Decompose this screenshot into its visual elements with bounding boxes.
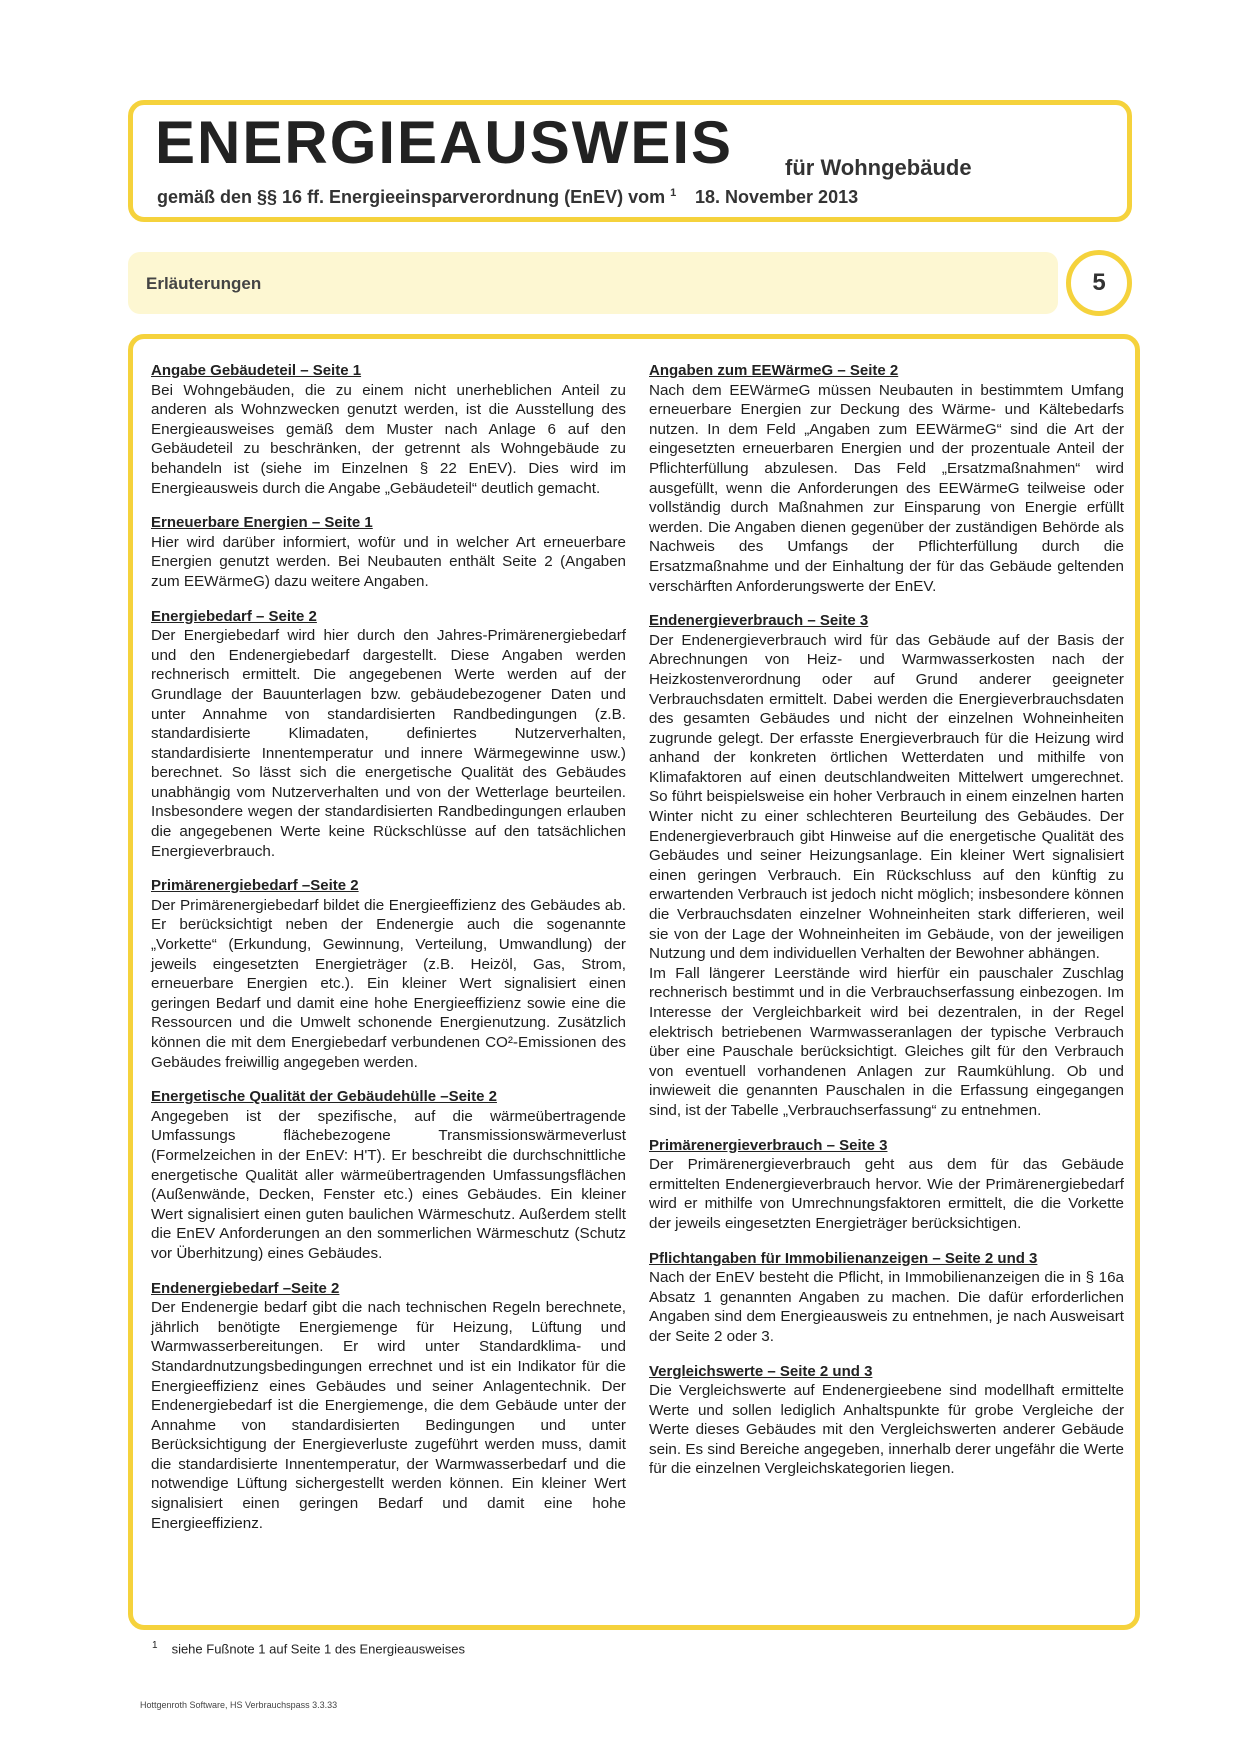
explanation-item bbox=[151, 513, 626, 591]
item-text: Hier wird darüber informiert, wofür und in welcher Art erneuerbare Energien genutzt werden. Bei Neubauten enthält Seite 2 (Angaben zum EEWärmeG) dazu weitere Angaben. bbox=[151, 533, 626, 590]
item-heading: Energetische Qualität der Gebäudehülle –Seite 2 bbox=[151, 1088, 497, 1106]
regulation-line bbox=[157, 187, 676, 208]
page-number-badge: 5 bbox=[1066, 250, 1132, 316]
item-heading: Endenergiebedarf –Seite 2 bbox=[151, 1279, 340, 1297]
section-band bbox=[128, 252, 1058, 314]
item-heading: Angaben zum EEWärmeG – Seite 2 bbox=[649, 362, 899, 379]
explanation-item bbox=[151, 876, 626, 1072]
item-text: Bei Wohngebäuden, die zu einem nicht unerheblichen Anteil zu anderen als Wohnzwecken genutzt werden, ist die Ausstellung des Energieausweises gemäß dem Muster nach Anlage 6 auf den Gebäudeteil zu beschränken, der getrennt als Wohngebäude zu behandeln ist (siehe im Einzelnen § 22 EnEV). Dies wird im Energieausweis durch die Angabe „Gebäudeteil“ deutlich gemacht. bbox=[151, 381, 626, 497]
explanation-item bbox=[151, 1087, 626, 1263]
left-column bbox=[151, 361, 626, 1548]
item-heading: Erneuerbare Energien – Seite 1 bbox=[151, 514, 373, 532]
footnote-text: siehe Fußnote 1 auf Seite 1 des Energieausweises bbox=[171, 1641, 465, 1657]
item-text: Der Energiebedarf wird hier durch den Jahres-Primärenergiebedarf und den Endenergiebedarf dargestellt. Diese Angaben werden rechnerisch ermittelt. Die angegebenen Werte werden auf der Grundlage der Bauunterlagen bzw. gebäudebezogener Daten und unter Annahme von standardisierten Randbedingungen (z.B. standardisierte Klimadaten, definiertes Nutzerverhalten, standardisierte Innentemperatur und innere Wärmegewinne usw.) berechnet. So lässt sich die energetische Qualität des Gebäudes unabhängig vom Nutzerverhalten und von der Wetterlage beurteilen. Insbesondere wegen der standardisierten Randbedingungen erlauben die angegebenen Werte keine Rückschlüsse auf den tatsächlichen Energieverbrauch. bbox=[151, 627, 626, 860]
footnote-mark: 1 bbox=[152, 1640, 158, 1651]
item-text-continued: Im Fall längerer Leerstände wird hierfür ein pauschaler Zuschlag rechnerisch bestimmt und in die Verbrauchserfassung einbezogen. Im Interesse der Vergleichbarkeit wird bei dezentralen, in der Regel elektrisch betriebenen Warmwasseranlagen der typische Verbrauch über eine Pauschale berücksichtigt. Gleiches gilt für den Verbrauch von eventuell vorhandenen Anlagen zur Raumkühlung. Ob und inwieweit die genannten Pauschalen in die Erfassung eingegangen sind, ist der Tabelle „Verbrauchserfassung“ zu entnehmen. bbox=[649, 964, 1124, 1119]
content-box bbox=[128, 334, 1140, 1630]
item-heading: Angabe Gebäudeteil – Seite 1 bbox=[151, 362, 362, 379]
item-heading: Vergleichswerte – Seite 2 und 3 bbox=[649, 1362, 873, 1380]
explanation-item bbox=[649, 361, 1124, 596]
explanation-item bbox=[649, 1362, 1124, 1480]
item-heading: Endenergieverbrauch – Seite 3 bbox=[649, 612, 869, 630]
item-heading: Energiebedarf – Seite 2 bbox=[151, 607, 317, 625]
item-heading: Primärenergieverbrauch – Seite 3 bbox=[649, 1136, 888, 1154]
header-box bbox=[128, 100, 1132, 222]
regulation-date: 18. November 2013 bbox=[695, 187, 859, 207]
software-note: Hottgenroth Software, HS Verbrauchspass 3.3.33 bbox=[140, 1700, 338, 1710]
footnote-mark: 1 bbox=[670, 187, 677, 199]
building-type: für Wohngebäude bbox=[785, 155, 972, 180]
item-text: Der Primärenergieverbrauch geht aus dem für das Gebäude ermittelten Endenergieverbrauch hervor. Wie der Primärenergiebedarf wird er mithilfe von Umrechnungsfaktoren ermittelt, die die Vorkette der jeweils eingesetzten Energieträger berücksichtigen. bbox=[649, 1156, 1124, 1232]
item-text: Nach dem EEWärmeG müssen Neubauten in bestimmtem Umfang erneuerbare Energien zur Deckung des Wärme- und Kältebedarfs nutzen. In dem Feld „Angaben zum EEWärmeG“ sind die Art der eingesetzten erneuerbaren Energien und der prozentuale Anteil der Pflichterfüllung abzulesen. Das Feld „Ersatzmaßnahmen“ wird ausgefüllt, wenn die Anforderungen des EEWärmeG teilweise oder vollständig durch Maßnahmen zur Einsparung von Energie erfüllt werden. Die Angaben dienen gegenüber der zuständigen Behörde als Nachweis des Umfangs der Pflichterfüllung durch die Ersatzmaßnahme und der Einhaltung der für das Gebäude geltenden verschärften Anforderungswerte der EnEV. bbox=[649, 381, 1124, 595]
explanation-item bbox=[649, 611, 1124, 1120]
item-text: Angegeben ist der spezifische, auf die wärmeübertragende Umfassungs flächebezogene Transmissionswärmeverlust (Formelzeichen in der EnEV: H'T). Er beschreibt die durchschnittliche energetische Qualität aller wärmeübertragenden Umfassungsflächen (Außenwände, Decken, Fenster etc.) eines Gebäudes. Ein kleiner Wert signalisiert einen guten baulichen Wärmeschutz. Außerdem stellt die EnEV Anforderungen an den sommerlichen Wärmeschutz (Schutz vor Überhitzung) eines Gebäudes. bbox=[151, 1107, 626, 1262]
explanation-item bbox=[649, 1136, 1124, 1234]
right-column bbox=[649, 361, 1124, 1494]
item-text: Die Vergleichswerte auf Endenergieebene sind modellhaft ermittelte Werte und sollen lediglich Anhaltspunkte für grobe Vergleiche der Werte dieses Gebäudes mit den Vergleichswerten anderer Gebäude sein. Es sind Bereiche angegeben, innerhalb derer ungefähr die Werte für die einzelnen Vergleichskategorien liegen. bbox=[649, 1382, 1124, 1478]
section-title: Erläuterungen bbox=[146, 274, 262, 293]
regulation-text: gemäß den §§ 16 ff. Energieeinsparverordnung (EnEV) vom bbox=[157, 187, 666, 207]
item-text: Der Endenergieverbrauch wird für das Gebäude auf der Basis der Abrechnungen von Heiz- und Warmwasserkosten nach der Heizkostenverordnung oder auf Grund anderer geeigneter Verbrauchsdaten ermittelt. Dabei werden die Energieverbrauchsdaten des gesamten Gebäudes und nicht der einzelnen Wohneinheiten zugrunde gelegt. Der erfasste Energieverbrauch für die Heizung wird anhand der konkreten örtlichen Wetterdaten und mithilfe von Klimafaktoren auf einen deutschlandweiten Mittelwert umgerechnet. So führt beispielsweise ein hoher Verbrauch in einem einzelnen harten Winter nicht zu einer schlechteren Beurteilung des Gebäudes. Der Endenergieverbrauch gibt Hinweise auf die energetische Qualität des Gebäudes und seiner Heizungsanlage. Ein kleiner Wert signalisiert einen geringen Verbrauch. Ein Rückschluss auf den künftig zu erwartenden Verbrauch ist jedoch nicht möglich; insbesondere können die Verbrauchsdaten einzelner Wohneinheiten stark differieren, weil sie von der Lage der Wohneinheiten im Gebäude, von der jeweiligen Nutzung und dem individuellen Verhalten der Bewohner abhängen. bbox=[649, 631, 1124, 963]
item-heading: Pflichtangaben für Immobilienanzeigen – Seite 2 und 3 bbox=[649, 1249, 1038, 1267]
document-title: ENERGIEAUSWEIS bbox=[155, 109, 734, 176]
explanation-item bbox=[649, 1249, 1124, 1347]
explanation-item bbox=[151, 607, 626, 862]
item-heading: Primärenergiebedarf –Seite 2 bbox=[151, 877, 359, 895]
item-text: Der Primärenergiebedarf bildet die Energieeffizienz des Gebäudes ab. Er berücksichtigt neben der Endenergie auch die sogenannte „Vorkette“ (Erkundung, Gewinnung, Verteilung, Umwandlung) der jeweils eingesetzten Energieträger (z.B. Heizöl, Gas, Strom, erneuerbare Energien etc.). Ein kleiner Wert signalisiert einen geringen Bedarf und damit eine hohe Energieeffizienz sowie eine die Ressourcen und die Umwelt schonende Energienutzung. Zusätzlich können die mit dem Energiebedarf verbundenen CO²-Emissionen des Gebäudes freiwillig angegeben werden. bbox=[151, 896, 626, 1071]
explanation-item bbox=[151, 1279, 626, 1534]
item-text: Nach der EnEV besteht die Pflicht, in Immobilienanzeigen die in § 16a Absatz 1 genannten Angaben zu machen. Die dafür erforderlichen Angaben sind dem Energieausweis zu entnehmen, je nach Ausweisart der Seite 2 oder 3. bbox=[649, 1269, 1124, 1345]
explanation-item bbox=[151, 361, 626, 498]
footnote bbox=[152, 1640, 465, 1656]
item-text: Der Endenergie bedarf gibt die nach technischen Regeln berechnete, jährlich benötigte Energiemenge für Heizung, Lüftung und Warmwasserbereitungen. Er wird unter Standardklima- und Standardnutzungsbedingungen errechnet und ist ein Indikator für die Energieeffizienz eines Gebäudes und seiner Anlagentechnik. Der Endenergiebedarf ist die Energiemenge, die dem Gebäude unter der Annahme von standardisierten Bedingungen und unter Berücksichtigung der Energieverluste zugeführt werden muss, damit die standardisierte Innentemperatur, der Warmwasserbedarf und die notwendige Lüftung sichergestellt werden können. Ein kleiner Wert signalisiert einen geringen Bedarf und damit eine hohe Energieeffizienz. bbox=[151, 1299, 626, 1532]
